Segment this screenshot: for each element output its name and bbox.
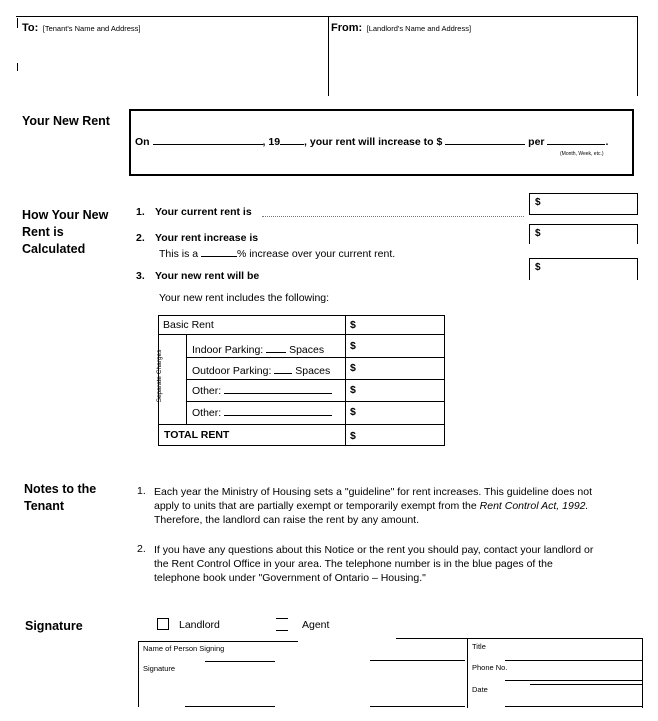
item1-label: Your current rent is bbox=[155, 206, 252, 218]
sig-left-rule bbox=[138, 641, 139, 707]
note2-text bbox=[154, 543, 593, 585]
item1-leader bbox=[262, 216, 524, 217]
name-rule-1 bbox=[205, 661, 275, 662]
year-field[interactable] bbox=[280, 144, 304, 145]
table-rule-4 bbox=[186, 401, 445, 402]
indoor-parking-dollar: $ bbox=[350, 340, 356, 352]
total-rent-label: TOTAL RENT bbox=[164, 429, 230, 441]
item2-sub-suffix: % increase over your current rent. bbox=[237, 248, 396, 260]
percent-field[interactable] bbox=[201, 256, 237, 257]
calculation-heading: How Your New Rent is Calculated bbox=[22, 208, 109, 256]
note2-line2: the Rent Control Office in your area. The telephone number is in the blue pages of the bbox=[154, 558, 553, 570]
date-rule bbox=[530, 684, 642, 685]
date-field[interactable] bbox=[505, 706, 642, 707]
current-rent-dollar: $ bbox=[535, 197, 541, 208]
to-label: To: bbox=[22, 22, 39, 34]
header-top-rule bbox=[16, 16, 638, 17]
sig-rule-a bbox=[138, 641, 298, 642]
signature-label: Signature bbox=[143, 664, 176, 673]
name-label: Name of Person Signing bbox=[143, 644, 225, 653]
indoor-spaces-label: Spaces bbox=[289, 344, 325, 356]
sig-mid-rule bbox=[467, 638, 468, 708]
new-rent-line: On , 19 , your rent will increase to $ per . bbox=[135, 136, 609, 148]
from-label: From: bbox=[331, 22, 363, 34]
item3-num: 3. bbox=[136, 270, 145, 282]
note1-text bbox=[154, 485, 592, 527]
agent-label: Agent bbox=[302, 619, 330, 631]
separate-charges-label: Separate Charges bbox=[156, 349, 163, 403]
note1-line3: Therefore, the landlord can raise the rent by any amount. bbox=[154, 514, 419, 526]
other1-field[interactable] bbox=[224, 393, 332, 394]
outdoor-spaces-field[interactable] bbox=[274, 373, 292, 374]
period-field[interactable] bbox=[547, 144, 605, 145]
outdoor-spaces-label: Spaces bbox=[295, 365, 331, 377]
item2-label: Your rent increase is bbox=[155, 232, 259, 244]
to-block bbox=[22, 18, 141, 36]
indoor-spaces-field[interactable] bbox=[266, 352, 286, 353]
new-rent-dollar: $ bbox=[535, 262, 541, 273]
header-left-tick-lower bbox=[17, 63, 18, 71]
signature-heading: Signature bbox=[25, 619, 83, 633]
note1-line1: Each year the Ministry of Housing sets a "guideline" for rent increases. This guideline does not bbox=[154, 486, 592, 498]
name-rule-2 bbox=[370, 660, 465, 661]
other2-field[interactable] bbox=[224, 415, 332, 416]
year-label: , 19 bbox=[262, 136, 281, 148]
note2-num: 2. bbox=[137, 543, 146, 555]
item1-num: 1. bbox=[136, 206, 145, 218]
table-rule-3 bbox=[186, 379, 445, 380]
sig-right-rule bbox=[642, 638, 643, 708]
outdoor-parking-row bbox=[192, 365, 330, 377]
landlord-checkbox[interactable] bbox=[157, 618, 169, 630]
outdoor-parking-label: Outdoor Parking: bbox=[192, 365, 272, 377]
item2-sub bbox=[159, 248, 395, 260]
sig-rule-b bbox=[396, 638, 642, 639]
basic-rent-label: Basic Rent bbox=[163, 319, 214, 331]
phone-rule bbox=[505, 680, 642, 681]
outdoor-parking-dollar: $ bbox=[350, 362, 356, 374]
date-field[interactable] bbox=[153, 144, 263, 145]
new-amount-field[interactable] bbox=[445, 144, 525, 145]
signature-rule-2 bbox=[370, 706, 465, 707]
other2-dollar: $ bbox=[350, 406, 356, 418]
new-rent-heading: Your New Rent bbox=[22, 114, 110, 128]
rent-increase-field[interactable] bbox=[529, 224, 638, 244]
table-rule-2 bbox=[186, 357, 445, 358]
signature-field[interactable] bbox=[185, 706, 275, 707]
note2-line1: If you have any questions about this Notice or the rent you should pay, contact your landlord or bbox=[154, 544, 594, 556]
header-divider bbox=[328, 16, 329, 96]
other1-label: Other: bbox=[192, 385, 222, 397]
other1-dollar: $ bbox=[350, 384, 356, 396]
increase-text: , your rent will increase to $ bbox=[304, 136, 443, 148]
to-placeholder: [Tenant's Name and Address] bbox=[42, 24, 141, 33]
title-label: Title bbox=[472, 642, 486, 651]
total-rent-dollar: $ bbox=[350, 430, 356, 442]
note2-line3: telephone book under "Government of Ontario – Housing." bbox=[154, 572, 426, 584]
indoor-parking-label: Indoor Parking: bbox=[192, 344, 264, 356]
current-rent-field[interactable] bbox=[529, 193, 638, 215]
other2-label: Other: bbox=[192, 407, 222, 419]
includes-text: Your new rent includes the following: bbox=[159, 292, 330, 304]
note1-line2a: apply to units that are partially exempt or temporarily exempt from the bbox=[154, 500, 480, 512]
note1-line2 bbox=[154, 499, 592, 513]
per-label: per bbox=[528, 136, 545, 148]
new-rent-total-field[interactable] bbox=[529, 258, 638, 280]
note1-num: 1. bbox=[137, 485, 146, 497]
other2-row bbox=[192, 407, 332, 419]
item3-label: Your new rent will be bbox=[155, 270, 260, 282]
landlord-label: Landlord bbox=[179, 619, 220, 631]
from-block bbox=[331, 18, 471, 36]
agent-mark-top bbox=[276, 618, 288, 619]
basic-rent-dollar: $ bbox=[350, 319, 356, 331]
on-label: On bbox=[135, 136, 150, 148]
item2-sub-prefix: This is a bbox=[159, 248, 199, 260]
date-label: Date bbox=[472, 685, 488, 694]
from-placeholder: [Landlord's Name and Address] bbox=[366, 24, 472, 33]
period-hint: (Month, Week, etc.) bbox=[560, 151, 604, 157]
table-sep-divider bbox=[186, 334, 187, 424]
table-rule-5 bbox=[158, 424, 445, 425]
indoor-parking-row bbox=[192, 344, 324, 356]
item2-num: 2. bbox=[136, 232, 145, 244]
phone-label: Phone No. bbox=[472, 663, 508, 672]
notes-heading: Notes to the Tenant bbox=[24, 482, 97, 513]
header-right-rule bbox=[637, 16, 638, 96]
table-rule-1 bbox=[158, 334, 445, 335]
rent-increase-dollar: $ bbox=[535, 228, 541, 239]
agent-checkbox[interactable] bbox=[276, 630, 288, 631]
header-left-tick bbox=[17, 18, 18, 28]
other1-row bbox=[192, 385, 332, 397]
title-rule bbox=[505, 660, 642, 661]
note1-act: Rent Control Act, 1992. bbox=[479, 500, 589, 512]
